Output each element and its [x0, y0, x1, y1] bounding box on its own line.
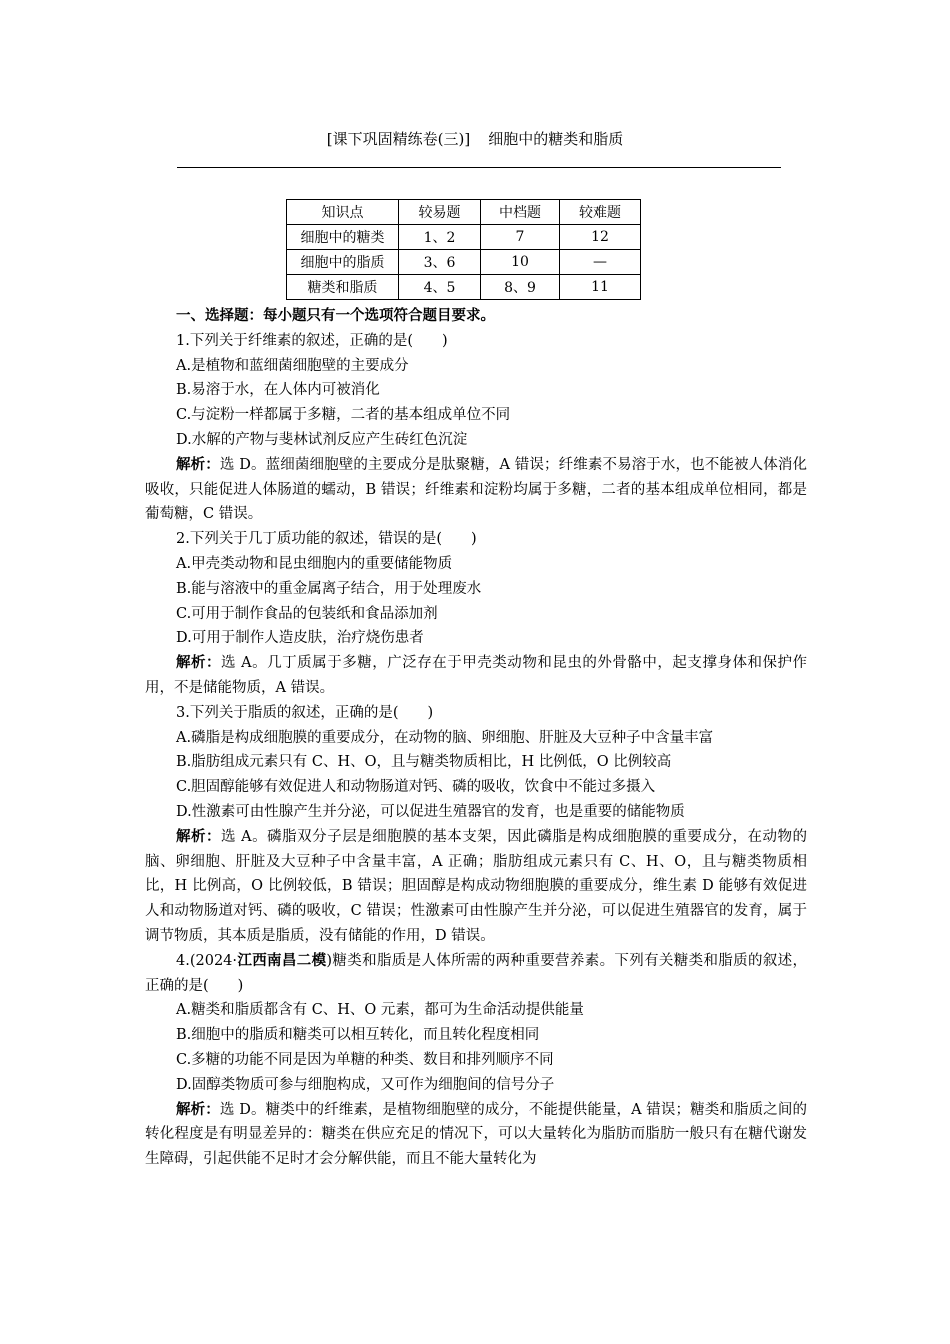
analysis-text: 选 D。蓝细菌细胞壁的主要成分是肽聚糖，A 错误；纤维素不易溶于水，也不能被人体消化吸收，只能促进人体肠道的蠕动，B 错误；纤维素和淀粉均属于多糖，二者的基本组成单位相同，都是葡萄糖，C 错误。 — [145, 456, 808, 523]
analysis-label: 解析： — [176, 654, 222, 672]
analysis-text: 选 D。糖类中的纤维素，是植物细胞壁的成分，不能提供能量，A 错误；糖类和脂质之间的转化程度是有明显差异的：糖类在供应充足的情况下，可以大量转化为脂肪而脂肪一般只有在糖代谢发生障碍，引起供能不足时才会分解供能，而且不能大量转化为 — [145, 1101, 808, 1168]
q2-option-b: B.能与溶液中的重金属离子结合，用于处理废水 — [176, 580, 482, 597]
table-cell: 7 — [481, 225, 560, 250]
table-header: 较难题 — [560, 200, 641, 225]
q4-option-a: A.糖类和脂质都含有 C、H、O 元素，都可为生命活动提供能量 — [176, 1002, 584, 1019]
table-cell: 细胞中的脂质 — [287, 250, 399, 275]
table-header: 知识点 — [287, 200, 399, 225]
table-header-row — [287, 200, 641, 225]
table-cell: — — [560, 250, 641, 275]
q1-option-b: B.易溶于水，在人体内可被消化 — [176, 382, 380, 399]
table-row — [287, 225, 641, 250]
table-cell: 10 — [481, 250, 560, 275]
table-cell: 4、5 — [399, 275, 481, 300]
q4-source: 江西南昌二模 — [237, 951, 327, 969]
section-heading: 一、选择题：每小题只有一个选项符合题目要求。 — [176, 307, 495, 324]
title-topic: 细胞中的糖类和脂质 — [488, 130, 624, 148]
analysis-label: 解析： — [176, 455, 220, 473]
knowledge-table — [286, 199, 641, 300]
analysis-label: 解析： — [176, 827, 222, 845]
q1-option-c: C.与淀粉一样都属于多糖，二者的基本组成单位不同 — [176, 407, 511, 424]
q2-analysis — [145, 651, 807, 701]
table-header: 较易题 — [399, 200, 481, 225]
table-row — [287, 275, 641, 300]
question-stem-3: 3.下列关于脂质的叙述，正确的是( ) — [176, 704, 434, 721]
q1-option-a: A.是植物和蓝细菌细胞壁的主要成分 — [176, 357, 409, 374]
question-stem-1: 1.下列关于纤维素的叙述，正确的是( ) — [176, 332, 448, 349]
table-cell: 细胞中的糖类 — [287, 225, 399, 250]
question-stem-2: 2.下列关于几丁质功能的叙述，错误的是( ) — [176, 531, 477, 548]
q3-option-d: D.性激素可由性腺产生并分泌，可以促进生殖器官的发育，也是重要的储能物质 — [176, 803, 685, 820]
q3-option-c: C.胆固醇能够有效促进人和动物肠道对钙、磷的吸收，饮食中不能过多摄入 — [176, 779, 656, 796]
table-cell: 12 — [560, 225, 641, 250]
title-series: [课下巩固精练卷(三)] — [326, 130, 471, 148]
q4-option-c: C.多糖的功能不同是因为单糖的种类、数目和排列顺序不同 — [176, 1051, 554, 1068]
q1-analysis — [145, 453, 807, 527]
table-cell: 1、2 — [399, 225, 481, 250]
q2-option-d: D.可用于制作人造皮肤，治疗烧伤患者 — [176, 630, 424, 647]
q2-option-c: C.可用于制作食品的包装纸和食品添加剂 — [176, 605, 438, 622]
table-cell: 11 — [560, 275, 641, 300]
analysis-text: 选 A。几丁质属于多糖，广泛存在于甲壳类动物和昆虫的外骨骼中，起支撑身体和保护作用，不是储能物质，A 错误。 — [145, 655, 808, 696]
question-stem-4 — [145, 949, 807, 999]
q3-analysis — [145, 825, 807, 949]
q1-option-d: D.水解的产物与斐林试剂反应产生砖红色沉淀 — [176, 431, 468, 448]
analysis-text: 选 A。磷脂双分子层是细胞膜的基本支架，因此磷脂是构成细胞膜的重要成分，在动物的脑、卵细胞、肝脏及大豆种子中含量丰富，A 正确；脂肪组成元素只有 C、H、O，且与糖类物质相比，H 比例高，O 比例较低，B 错误；胆固醇是构成动物细胞膜的重要成分，维生素 D 能够有效促进人和动物肠道对钙、磷的吸收，C 错误；性激素可由性腺产生并分泌，可以促进生殖器官的发育，属于调节物质，其本质是脂质，没有储能的作用，D 错误。 — [145, 828, 808, 944]
q4-stem-text: )糖类和脂质是人体所需的两种重要营养素。下列有关糖类和脂质的叙述，正确的是( ) — [145, 952, 808, 994]
table-header: 中档题 — [481, 200, 560, 225]
q4-stem-prefix: 4.(2024· — [176, 952, 238, 969]
q4-option-b: B.细胞中的脂质和糖类可以相互转化，而且转化程度相同 — [176, 1027, 540, 1044]
q3-option-b: B.脂肪组成元素只有 C、H、O，且与糖类物质相比，H 比例低，O 比例较高 — [176, 754, 672, 771]
question-content — [145, 304, 807, 1172]
page-title — [0, 128, 950, 149]
q4-option-d: D.固醇类物质可参与细胞构成，又可作为细胞间的信号分子 — [176, 1076, 555, 1093]
q4-analysis — [145, 1098, 807, 1172]
table-row — [287, 250, 641, 275]
q2-option-a: A.甲壳类动物和昆虫细胞内的重要储能物质 — [176, 555, 453, 572]
table-cell: 糖类和脂质 — [287, 275, 399, 300]
table-cell: 8、9 — [481, 275, 560, 300]
table-cell: 3、6 — [399, 250, 481, 275]
title-divider — [177, 167, 781, 168]
q3-option-a: A.磷脂是构成细胞膜的重要成分，在动物的脑、卵细胞、肝脏及大豆种子中含量丰富 — [176, 729, 714, 746]
analysis-label: 解析： — [176, 1100, 220, 1118]
